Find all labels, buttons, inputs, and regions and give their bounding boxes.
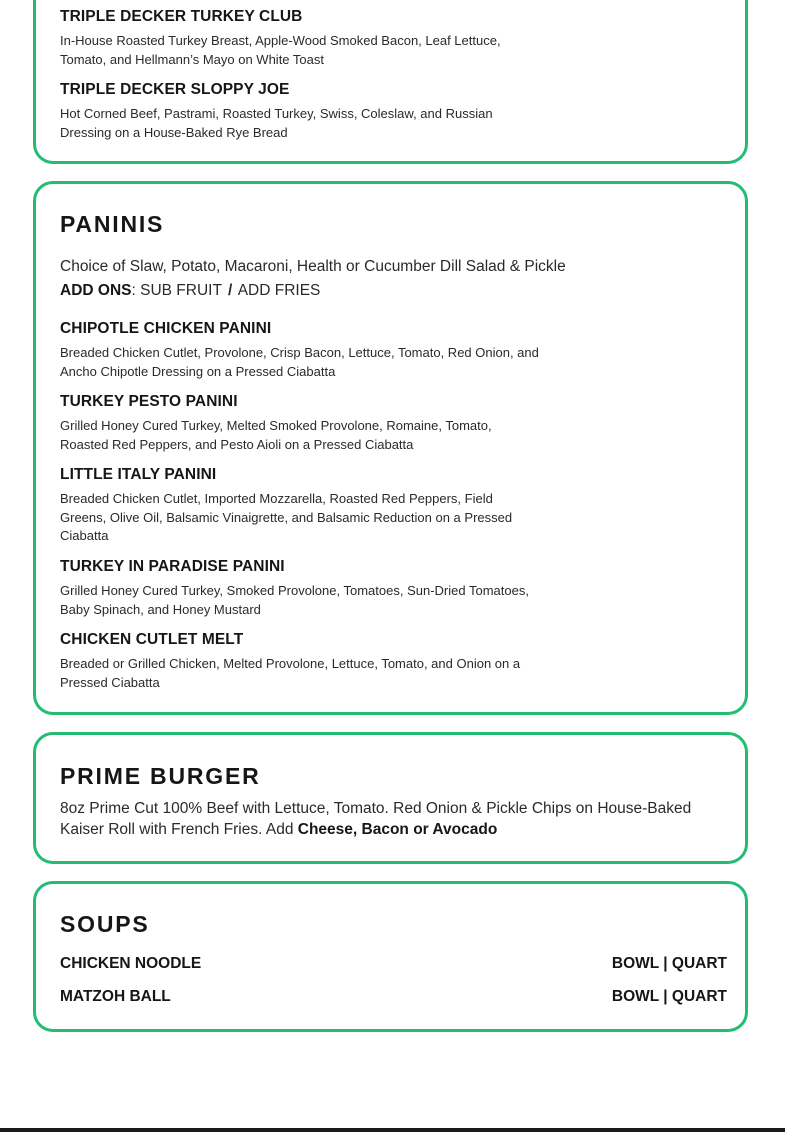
soup-row [60,988,727,1006]
menu-item-name: TURKEY IN PARADISE PANINI [60,558,285,575]
sandwich-section-card [33,0,748,164]
soup-name: MATZOH BALL [60,988,171,1005]
soup-sizes: BOWL | QUART [611,988,727,1005]
burger-add-options: Cheese, Bacon or Avocado [297,821,498,838]
section-title: PRIME BURGER [60,763,261,789]
burger-description-text: 8oz Prime Cut 100% Beef with Lettuce, Tomato. Red Onion & Pickle Chips on House-Baked Kaiser Roll with French Fries. Add [60,800,692,838]
add-on-option: SUB FRUIT [140,282,222,299]
add-on-option: ADD FRIES [237,282,321,299]
prime-burger-section-card [33,732,748,864]
menu-item-name: TRIPLE DECKER TURKEY CLUB [60,8,303,25]
side-choice-text: Choice of Slaw, Potato, Macaroni, Health or Cucumber Dill Salad & Pickle [60,258,566,275]
menu-item-description: In-House Roasted Turkey Breast, Apple-Wood Smoked Bacon, Leaf Lettuce, Tomato, and Hellmann’s Mayo on White Toast [60,33,501,67]
menu-item-name: CHICKEN CUTLET MELT [60,631,244,648]
paninis-section-card [33,181,748,715]
soup-sizes: BOWL | QUART [611,955,727,972]
burger-description [60,798,730,840]
add-on-divider: / [227,282,233,299]
menu-item-description: Grilled Honey Cured Turkey, Smoked Provolone, Tomatoes, Sun-Dried Tomatoes, Baby Spinach, and Honey Mustard [60,583,529,617]
menu-item-name: TRIPLE DECKER SLOPPY JOE [60,81,290,98]
menu-item-description: Grilled Honey Cured Turkey, Melted Smoked Provolone, Romaine, Tomato, Roasted Red Peppers, and Pesto Aioli on a Pressed Ciabatta [60,418,492,452]
menu-item-name: TURKEY PESTO PANINI [60,393,238,410]
add-ons-label: ADD ONS [60,282,132,299]
section-title: SOUPS [60,911,150,937]
soups-section-card [33,881,748,1032]
section-title: PANINIS [60,211,165,237]
menu-item-description: Breaded or Grilled Chicken, Melted Provolone, Lettuce, Tomato, and Onion on a Pressed Ciabatta [60,656,521,690]
soup-name: CHICKEN NOODLE [60,955,202,972]
add-ons-line [60,282,320,300]
menu-item-name: LITTLE ITALY PANINI [60,466,217,483]
soup-row [60,955,727,973]
menu-item-description: Hot Corned Beef, Pastrami, Roasted Turkey, Swiss, Coleslaw, and Russian Dressing on a House-Baked Rye Bread [60,106,493,140]
add-ons-separator: : [131,282,141,299]
menu-item-description: Breaded Chicken Cutlet, Imported Mozzarella, Roasted Red Peppers, Field Greens, Olive Oil, Balsamic Vinaigrette, and Balsamic Reduction on a Pressed Ciabatta [60,491,513,543]
page-bottom-rule [0,1128,785,1132]
menu-item-name: CHIPOTLE CHICKEN PANINI [60,320,272,337]
menu-item-description: Breaded Chicken Cutlet, Provolone, Crisp Bacon, Lettuce, Tomato, Red Onion, and Ancho Chipotle Dressing on a Pressed Ciabatta [60,345,539,379]
